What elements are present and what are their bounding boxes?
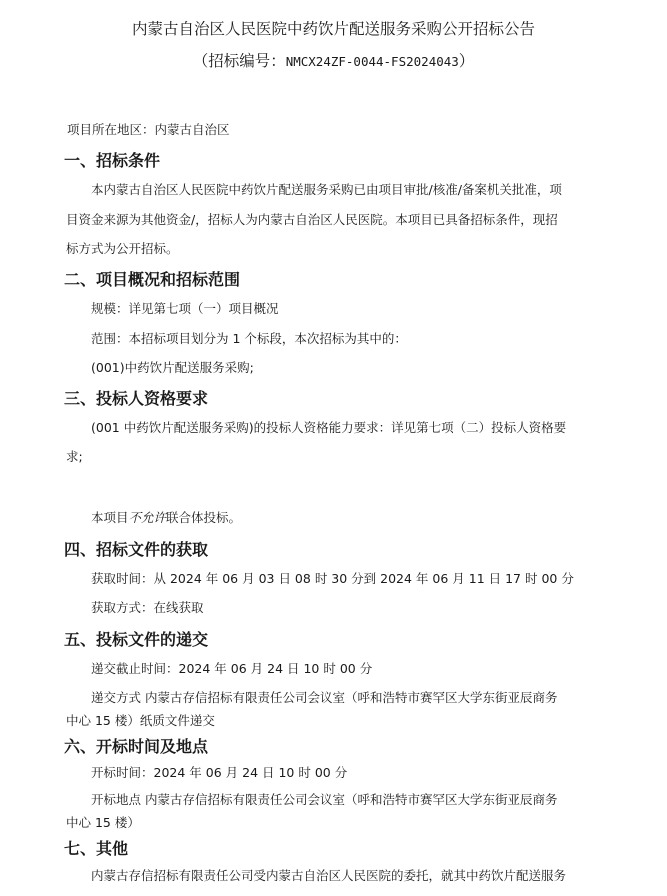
- section-5-deadline: 递交截止时间：2024 年 06 月 24 日 10 时 00 分: [91, 661, 373, 676]
- section-5-heading: 五、投标文件的递交: [64, 630, 209, 649]
- joint-bid-suffix: 联合体投标。: [166, 510, 242, 525]
- section-6-time: 开标时间：2024 年 06 月 24 日 10 时 00 分: [91, 765, 348, 780]
- tender-code-prefix: （招标编号：: [192, 52, 286, 70]
- section-2-heading: 二、项目概况和招标范围: [64, 270, 241, 289]
- section-4-heading: 四、招标文件的获取: [64, 540, 209, 559]
- tender-code-suffix: ）: [458, 52, 475, 70]
- section-5-way-line-2: 中心 15 楼）纸质文件递交: [66, 713, 215, 728]
- section-1-heading: 一、招标条件: [64, 151, 161, 170]
- section-7-line-1: 内蒙古存信招标有限责任公司受内蒙古自治区人民医院的委托，就其中药饮片配送服务: [91, 868, 567, 883]
- tender-code-value: NMCX24ZF-0044-FS2024043: [285, 54, 459, 69]
- section-6-place-line-1: 开标地点 内蒙古存信招标有限责任公司会议室（呼和浩特市赛罕区大学东街亚辰商务: [91, 792, 558, 807]
- section-3-joint-bid: [91, 508, 241, 526]
- section-1-line-3: 标方式为公开招标。: [66, 241, 179, 256]
- section-1-line-1: 本内蒙古自治区人民医院中药饮片配送服务采购已由项目审批/核准/备案机关批准，项: [91, 182, 562, 197]
- section-2-lot: (001)中药饮片配送服务采购;: [91, 360, 254, 375]
- section-7-heading: 七、其他: [64, 839, 129, 858]
- section-2-scope: 范围：本招标项目划分为 1 个标段，本次招标为其中的：: [91, 331, 407, 346]
- section-4-time: 获取时间：从 2024 年 06 月 03 日 08 时 30 分到 2024 年 06 月 11 日 17 时 00 分: [91, 571, 574, 586]
- section-3-line-1: (001 中药饮片配送服务采购)的投标人资格能力要求：详见第七项（二）投标人资格要: [91, 420, 567, 435]
- tender-code: [0, 49, 667, 71]
- section-6-place-line-2: 中心 15 楼）: [66, 815, 140, 830]
- section-3-heading: 三、投标人资格要求: [64, 389, 209, 408]
- section-5-way-line-1: 递交方式 内蒙古存信招标有限责任公司会议室（呼和浩特市赛罕区大学东街亚辰商务: [91, 690, 558, 705]
- joint-bid-prefix: 本项目: [91, 510, 129, 525]
- section-2-scale: 规模：详见第七项（一）项目概况: [91, 301, 279, 316]
- document-title: 内蒙古自治区人民医院中药饮片配送服务采购公开招标公告: [131, 20, 535, 38]
- section-1-line-2: 目资金来源为其他资金/，招标人为内蒙古自治区人民医院。本项目已具备招标条件，现招: [66, 212, 558, 227]
- joint-bid-italic: 不允许: [128, 510, 167, 525]
- section-4-method: 获取方式：在线获取: [91, 600, 204, 615]
- section-6-heading: 六、开标时间及地点: [64, 737, 209, 756]
- project-region: 项目所在地区：内蒙古自治区: [67, 122, 230, 137]
- section-3-line-2: 求;: [66, 449, 83, 464]
